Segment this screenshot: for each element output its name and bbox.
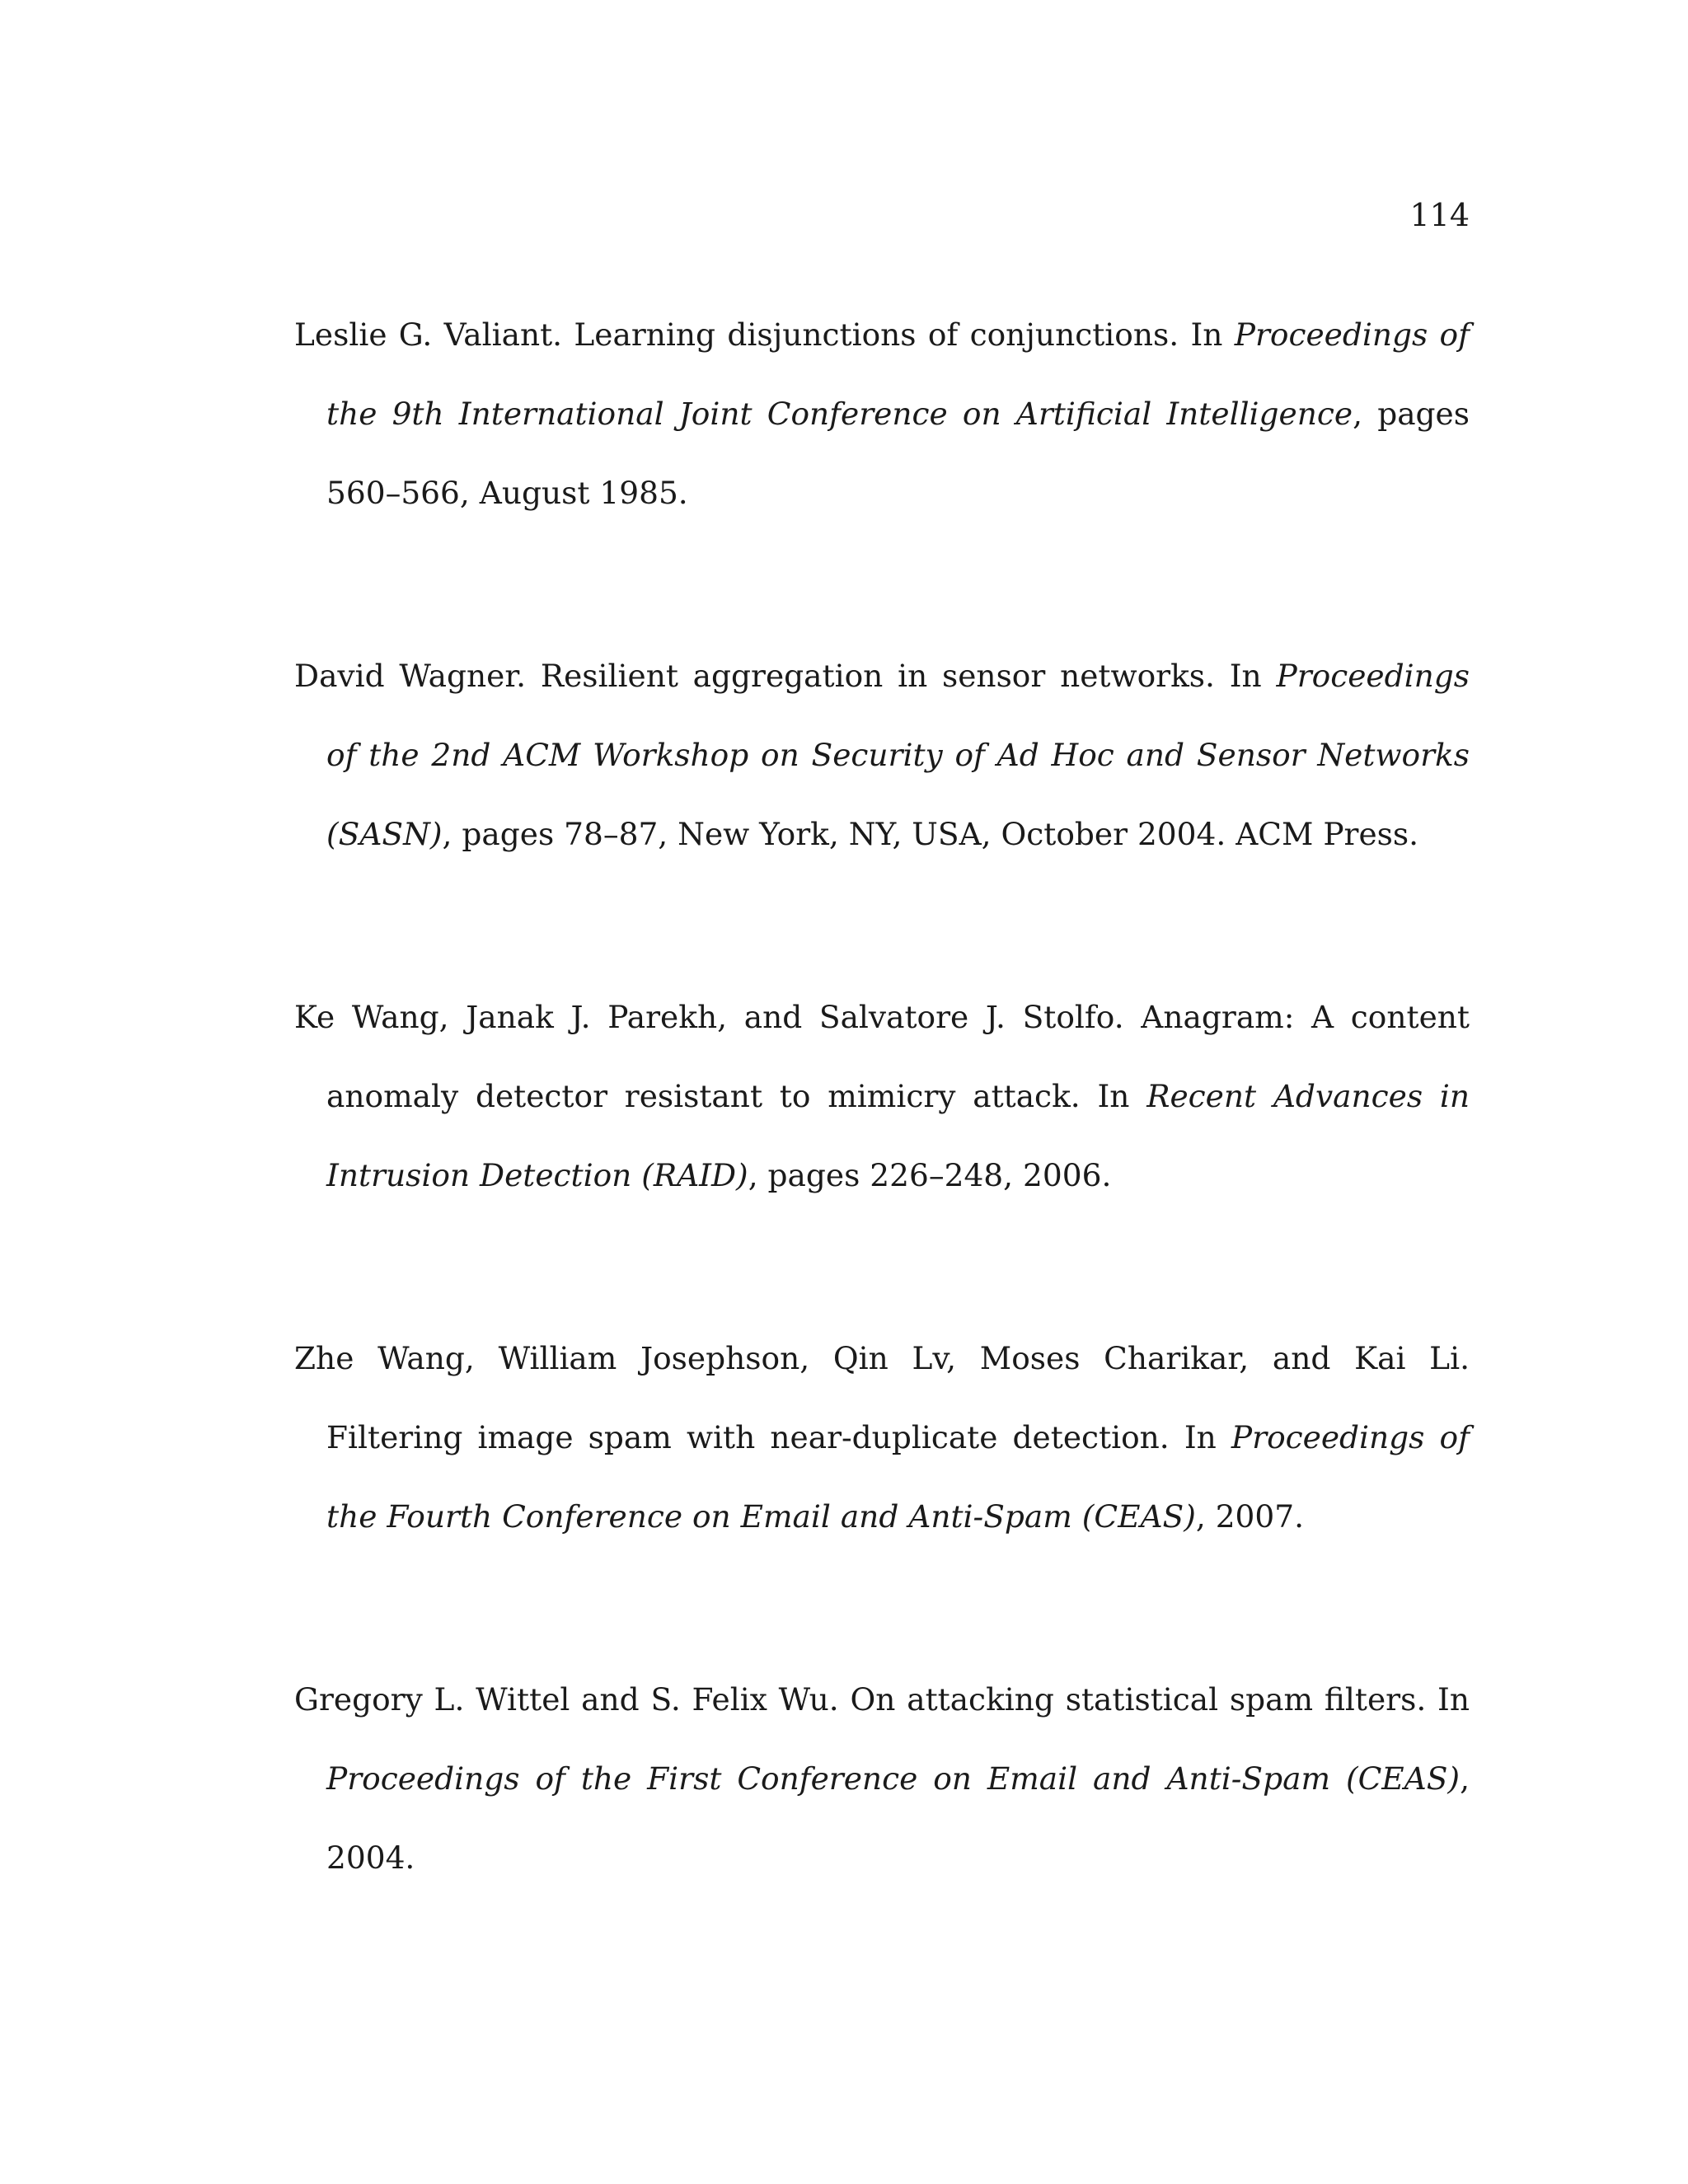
reference-text: Zhe Wang, William Josephson, Qin Lv, Moses Charikar, and Kai Li. Filtering image spam with near-duplicate detection. In	[294, 1340, 1470, 1455]
reference-entry	[294, 1660, 1470, 1897]
reference-entry	[294, 1319, 1470, 1556]
reference-details: , 2007.	[1195, 1498, 1305, 1535]
reference-entry	[294, 636, 1470, 874]
reference-details: , pages 560–566, August 1985.	[326, 396, 1470, 511]
page-number: 114	[1409, 197, 1470, 233]
reference-entry	[294, 977, 1470, 1215]
reference-details: , pages 226–248, 2006.	[748, 1157, 1112, 1193]
reference-venue: Recent Advances in Intrusion Detection (RAID)	[326, 1078, 1470, 1193]
reference-details: , pages 78–87, New York, NY, USA, October 2004. ACM Press.	[442, 816, 1419, 852]
bibliography	[294, 295, 1470, 2001]
reference-venue: Proceedings of the 9th International Joint Conference on Artificial Intelligence	[326, 316, 1470, 432]
reference-text: David Wagner. Resilient aggregation in sensor networks. In	[294, 658, 1277, 694]
reference-venue: Proceedings of the First Conference on Email and Anti-Spam (CEAS)	[326, 1760, 1461, 1797]
reference-venue: Proceedings of the 2nd ACM Workshop on Security of Ad Hoc and Sensor Networks (SASN)	[326, 658, 1470, 852]
reference-text: Gregory L. Wittel and S. Felix Wu. On attacking statistical spam filters. In	[294, 1681, 1470, 1718]
reference-entry	[294, 295, 1470, 532]
reference-text: Ke Wang, Janak J. Parekh, and Salvatore J. Stolfo. Anagram: A content anomaly detector resistant to mimicry attack. In	[294, 999, 1470, 1114]
reference-text: Leslie G. Valiant. Learning disjunctions of conjunctions. In	[294, 316, 1235, 353]
reference-venue: Proceedings of the Fourth Conference on Email and Anti-Spam (CEAS)	[326, 1419, 1470, 1535]
reference-details: , 2004.	[326, 1760, 1470, 1876]
